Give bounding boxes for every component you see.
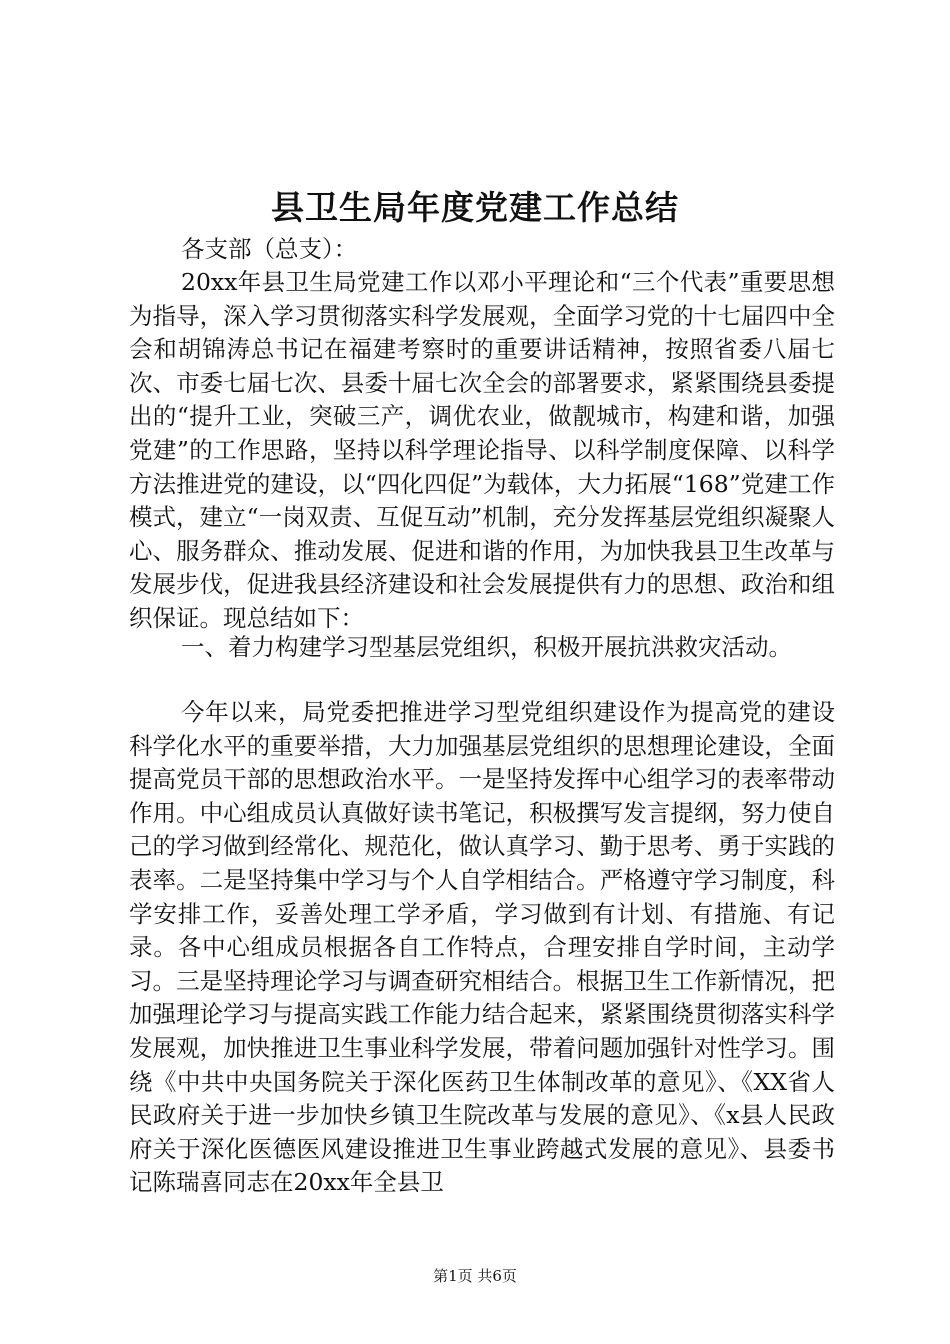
- document-title: 县卫生局年度党建工作总结: [271, 188, 679, 227]
- paragraph-intro: [129, 266, 835, 636]
- paragraph-section-1-text: 今年以来，局党委把推进学习型党组织建设作为提高党的建设科学化水平的重要举措，大力加强基层党组织的思想理论建设，全面提高党员干部的思想政治水平。一是坚持发挥中心组学习的表率带动作用。中心组成员认真做好读书笔记，积极撰写发言提纲，努力使自己的学习做到经常化、规范化，做认真学习、勤于思考、勇于实践的表率。二是坚持集中学习与个人自学相结合。严格遵守学习制度，科学安排工作，妥善处理工学矛盾，学习做到有计划、有措施、有记录。各中心组成员根据各自工作特点，合理安排自学时间，主动学习。三是坚持理论学习与调查研究相结合。根据卫生工作新情况，把加强理论学习与提高实践工作能力结合起来，紧紧围绕贯彻落实科学发展观，加快推进卫生事业科学发展，带着问题加强针对性学习。围绕《中共中央国务院关于深化医药卫生体制改革的意见》、《XX省人民政府关于进一步加快乡镇卫生院改革与发展的意见》、《x县人民政府关于深化医德医风建设推进卫生事业跨越式发展的意见》、县委书记陈瑞喜同志在20xx年全县卫: [129, 698, 835, 1197]
- page-footer: 第1页 共6页: [433, 1267, 517, 1285]
- section-heading-1: 一、着力构建学习型基层党组织，积极开展抗洪救灾活动。: [181, 633, 792, 661]
- paragraph-section-1: [129, 696, 835, 1200]
- paragraph-intro-text: 20xx年县卫生局党建工作以邓小平理论和“三个代表”重要思想为指导，深入学习贯彻落实科学发展观，全面学习党的十七届四中全会和胡锦涛总书记在福建考察时的重要讲话精神，按照省委八届七次、市委七届七次、县委十届七次全会的部署要求，紧紧围绕县委提出的“提升工业，突破三产，调优农业，做靓城市，构建和谐，加强党建”的工作思路，坚持以科学理论指导、以科学制度保障、以科学方法推进党的建设，以“四化四促”为载体，大力拓展“168”党建工作模式，建立“一岗双责、互促互动”机制，充分发挥基层党组织凝聚人心、服务群众、推动发展、促进和谐的作用，为加快我县卫生改革与发展步伐，促进我县经济建设和社会发展提供有力的思想、政治和组织保证。现总结如下：: [129, 268, 835, 632]
- salutation: 各支部（总支）：: [181, 235, 358, 263]
